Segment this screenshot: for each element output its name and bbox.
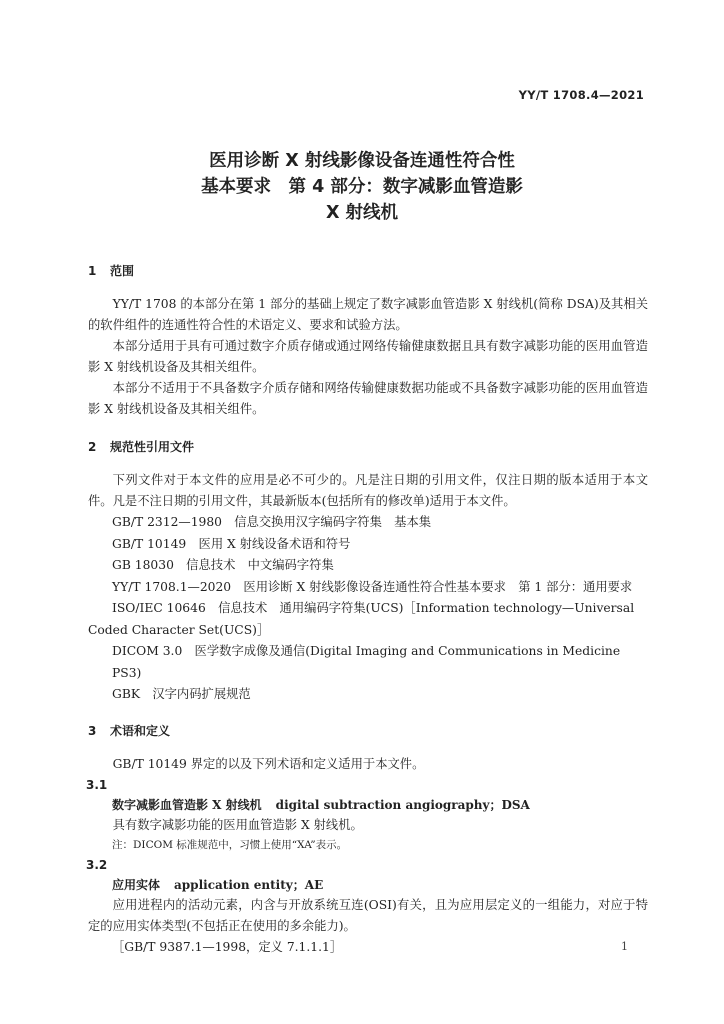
term-chinese: 数字减影血管造影 X 射线机 bbox=[112, 797, 262, 812]
section-1-heading bbox=[88, 262, 648, 282]
term-heading bbox=[88, 875, 648, 895]
section-title: 规范性引用文件 bbox=[110, 440, 195, 454]
scope-paragraph-3: 本部分不适用于不具备数字介质存储和网络传输健康数据功能或不具备数字减影功能的医用血管造影 X 射线机设备及其相关组件。 bbox=[88, 381, 648, 416]
references-intro: 下列文件对于本文件的应用是必不可少的。凡是注日期的引用文件，仅注日期的版本适用于本文件。凡是不注日期的引用文件，其最新版本(包括所有的修改单)适用于本文件。 bbox=[88, 473, 648, 508]
scope-paragraph-1: YY/T 1708 的本部分在第 1 部分的基础上规定了数字减影血管造影 X 射线机(简称 DSA)及其相关的软件组件的连通性符合性的术语定义、要求和试验方法。 bbox=[88, 297, 648, 332]
term-note: 注：DICOM 标准规范中，习惯上使用“XA”表示。 bbox=[112, 838, 348, 851]
term-number: 3.1 bbox=[86, 777, 108, 792]
title-line-3: X 射线机 bbox=[325, 203, 399, 223]
term-english: digital subtraction angiography；DSA bbox=[275, 797, 530, 812]
standard-code: YY/T 1708.4—2021 bbox=[518, 88, 644, 102]
section-number: 2 bbox=[88, 440, 97, 454]
term-english: application entity；AE bbox=[174, 877, 324, 892]
title-line-1: 医用诊断 X 射线影像设备连通性符合性 bbox=[209, 151, 515, 171]
section-title: 范围 bbox=[110, 264, 135, 278]
term-chinese: 应用实体 bbox=[112, 877, 161, 892]
section-title: 术语和定义 bbox=[110, 723, 171, 738]
term-definition: 具有数字减影功能的医用血管造影 X 射线机。 bbox=[112, 817, 363, 832]
scope-paragraph-2: 本部分适用于具有可通过数字介质存储或通过网络传输健康数据且具有数字减影功能的医用血管造影 X 射线机设备及其相关组件。 bbox=[88, 339, 648, 374]
term-number: 3.2 bbox=[86, 857, 108, 872]
reference-item: DICOM 3.0 医学数字成像及通信(Digital Imaging and Communications in Medicine PS3) bbox=[112, 644, 621, 680]
section-3-heading bbox=[88, 722, 648, 742]
term-source: ［GB/T 9387.1—1998，定义 7.1.1.1］ bbox=[112, 939, 343, 954]
section-2-heading bbox=[88, 438, 648, 458]
reference-item: YY/T 1708.1—2020 医用诊断 X 射线影像设备连通性符合性基本要求 第 1 部分：通用要求 bbox=[112, 579, 633, 594]
term-heading bbox=[88, 795, 648, 815]
reference-item: ISO/IEC 10646 信息技术 通用编码字符集(UCS)［Information technology—Universal Coded Character Set(UCS)］ bbox=[88, 601, 635, 637]
reference-item: GB/T 10149 医用 X 射线设备术语和符号 bbox=[112, 536, 351, 551]
title-line-2: 基本要求 第 4 部分：数字减影血管造影 bbox=[201, 177, 523, 197]
section-number: 1 bbox=[88, 264, 97, 278]
document-body bbox=[88, 262, 648, 958]
document-title bbox=[0, 148, 724, 226]
term-definition: 应用进程内的活动元素，内含与开放系统互连(OSI)有关，且为应用层定义的一组能力，对应于特定的应用实体类型(不包括正在使用的多余能力)。 bbox=[88, 897, 648, 933]
reference-item: GB 18030 信息技术 中文编码字符集 bbox=[112, 558, 334, 572]
terms-intro: GB/T 10149 界定的以及下列术语和定义适用于本文件。 bbox=[112, 756, 425, 771]
reference-item: GB/T 2312—1980 信息交换用汉字编码字符集 基本集 bbox=[112, 515, 432, 529]
page-number: 1 bbox=[621, 940, 628, 953]
reference-item: GBK 汉字内码扩展规范 bbox=[112, 687, 251, 701]
section-number: 3 bbox=[88, 723, 97, 738]
